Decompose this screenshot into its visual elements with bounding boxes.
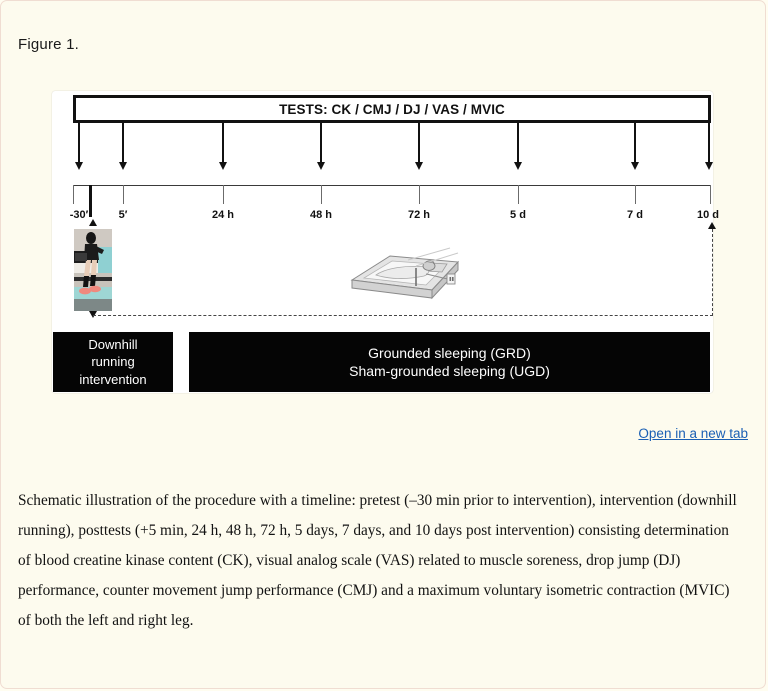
sleeping-line-1: Grounded sleeping (GRD) (368, 344, 531, 361)
tick-label-10d: 10 d (696, 209, 720, 221)
intervention-line-3: intervention (79, 371, 147, 387)
tick-label-7d: 7 d (627, 209, 643, 221)
photo-arrow-up-icon (89, 219, 97, 226)
axis-tick-start (73, 185, 74, 204)
dashed-connector-horizontal (93, 315, 713, 316)
tick-label-72h: 72 h (407, 209, 431, 221)
test-arrow-8 (708, 123, 710, 163)
test-arrow-4 (320, 123, 322, 163)
axis-tick-3 (223, 185, 224, 204)
test-arrow-5 (418, 123, 420, 163)
intervention-marker (89, 185, 92, 217)
tick-label-24h: 24 h (211, 209, 235, 221)
test-arrow-1 (78, 123, 80, 163)
tick-label-5min: 5′ (118, 209, 128, 221)
downhill-running-intervention-box (53, 332, 173, 392)
downhill-running-photo (74, 229, 112, 311)
open-in-new-tab-link[interactable]: Open in a new tab (638, 426, 748, 441)
grounded-sleeping-illustration (346, 246, 466, 306)
figure-caption: Schematic illustration of the procedure with a timeline: pretest (–30 min prior to intervention), intervention (downhill running), posttests (+5 min, 24 h, 48 h, 72 h, 5 days, 7 days, and 10 days post intervention) consisting determination of blood creatine kinase content (CK), visual analog scale (VAS) related to muscle soreness, drop jump (DJ) performance, counter movement jump performance (CMJ) and a maximum voluntary isometric contraction (MVIC) of both the left and right leg. (18, 492, 737, 629)
figure-image-panel[interactable] (52, 91, 720, 393)
axis-tick-6 (518, 185, 519, 204)
dashed-connector-vertical (712, 229, 713, 316)
test-arrow-2 (122, 123, 124, 163)
intervention-line-2: running (91, 354, 135, 370)
intervention-line-1: Downhill (88, 337, 138, 353)
tests-bar (73, 95, 711, 123)
sleeping-line-2: Sham-grounded sleeping (UGD) (349, 363, 550, 379)
test-arrow-6 (517, 123, 519, 163)
axis-tick-7 (635, 185, 636, 204)
axis-tick-2 (123, 185, 124, 204)
axis-tick-end (710, 185, 711, 204)
axis-tick-5 (419, 185, 420, 204)
figure-number-label: Figure 1. (18, 36, 79, 53)
sleeping-conditions-box (189, 332, 710, 392)
dashed-arrow-up-icon (708, 222, 716, 229)
test-arrow-7 (634, 123, 636, 163)
tick-label-48h: 48 h (309, 209, 333, 221)
tick-label-minus30: -30′ (69, 209, 89, 221)
axis-tick-4 (321, 185, 322, 204)
timeline-axis (73, 185, 711, 186)
tests-bar-label: TESTS: CK / CMJ / DJ / VAS / MVIC (279, 101, 505, 117)
test-arrow-3 (222, 123, 224, 163)
tick-label-5d: 5 d (510, 209, 526, 221)
